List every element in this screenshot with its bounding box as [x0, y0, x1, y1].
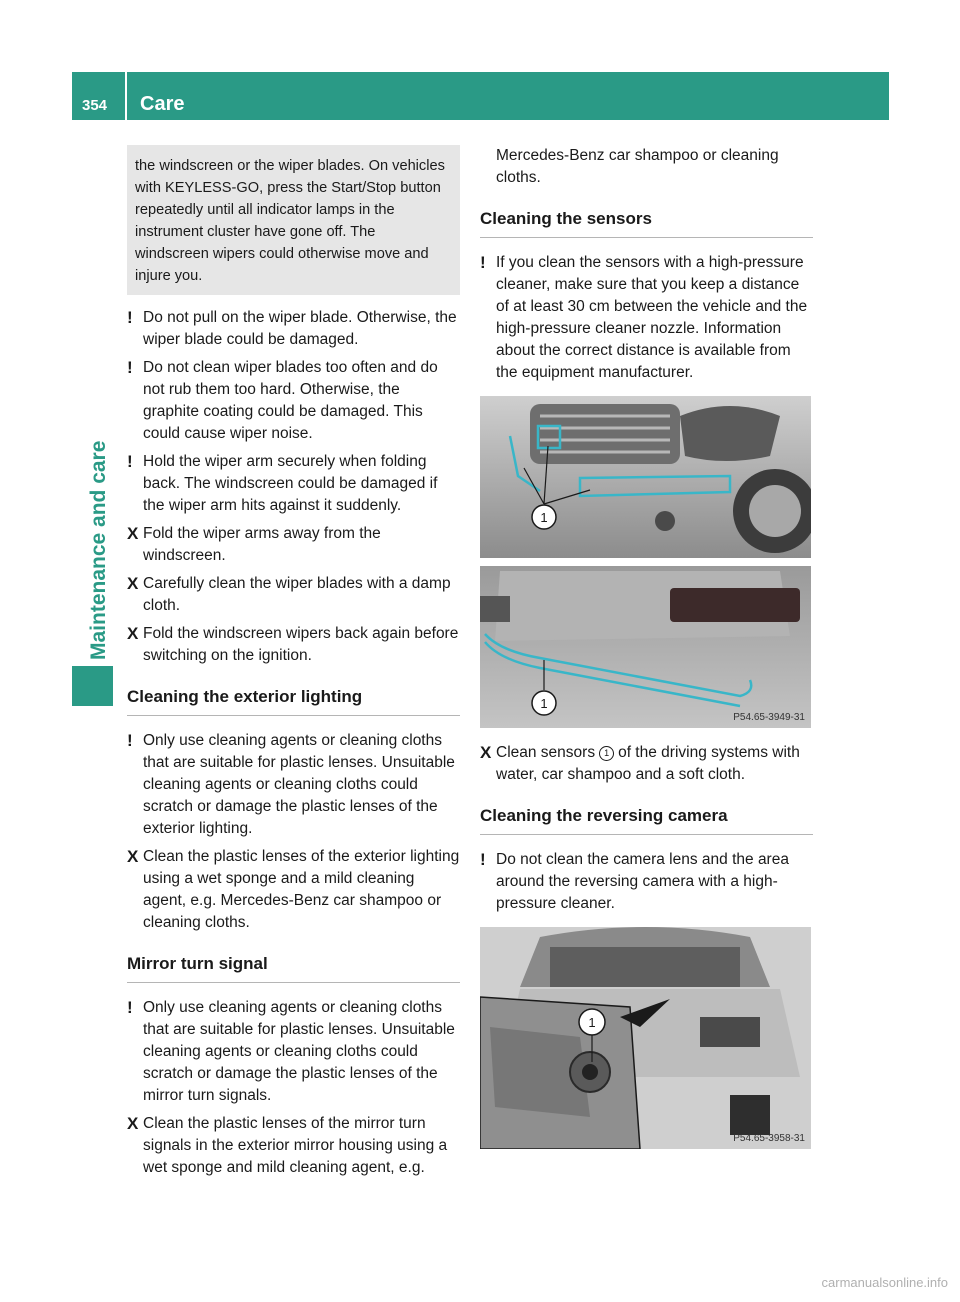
note-text: Do not pull on the wiper blade. Otherwise, the wiper blade could be damaged. — [143, 309, 457, 348]
note-item — [127, 451, 460, 517]
note-item — [127, 997, 460, 1107]
warning-icon: ! — [127, 452, 133, 471]
warning-icon: ! — [480, 253, 486, 272]
warning-box-text: the windscreen or the wiper blades. On vehicles with KEYLESS-GO, press the Start/Stop button repeatedly until all indicator lamps in the instrument cluster have gone off. The windscreen wipers could otherwise move and injure you. — [135, 158, 445, 284]
step-text-before: Clean sensors — [496, 744, 596, 761]
step-text: Clean the plastic lenses of the mirror turn signals in the exterior mirror housing using a wet sponge and mild cleaning agent, e.g. — [143, 1115, 448, 1176]
heading-cleaning-sensors: Cleaning the sensors — [480, 207, 813, 238]
step-item — [127, 573, 460, 617]
step-text: Carefully clean the wiper blades with a damp cloth. — [143, 575, 451, 614]
callout-1-text: 1 — [540, 696, 548, 711]
step-icon: X — [127, 624, 139, 643]
step-icon: X — [127, 1114, 139, 1133]
note-text: Only use cleaning agents or cleaning cloths that are suitable for plastic lenses. Unsuitable cleaning agents or cleaning cloths could scratch or damage the plastic lenses of the exterior lighting. — [143, 732, 455, 837]
header-divider — [125, 72, 127, 120]
step-icon: X — [127, 847, 139, 866]
step-icon: X — [127, 574, 139, 593]
step-text: Fold the wiper arms away from the windscreen. — [143, 525, 381, 564]
step-item — [127, 846, 460, 934]
footer-watermark: carmanualsonline.info — [821, 1275, 948, 1290]
step-item — [127, 523, 460, 567]
note-text: Only use cleaning agents or cleaning cloths that are suitable for plastic lenses. Unsuitable cleaning agents or cleaning cloths could scratch or damage the plastic lenses of the mirror turn signals. — [143, 999, 455, 1104]
figure-sensors — [480, 396, 811, 728]
note-text: Do not clean wiper blades too often and do not rub them too hard. Otherwise, the graphite coating could be damaged. This could cause wiper noise. — [143, 359, 438, 442]
note-item — [480, 252, 813, 384]
figure-code: P54.65-3958-31 — [733, 1133, 805, 1144]
step-item — [480, 742, 813, 786]
right-column — [480, 145, 813, 1163]
figure-code: P54.65-3949-31 — [733, 712, 805, 723]
note-text: Hold the wiper arm securely when folding back. The windscreen could be damaged if the wiper arm hits against it suddenly. — [143, 453, 438, 514]
heading-exterior-lighting: Cleaning the exterior lighting — [127, 685, 460, 716]
heading-mirror-turn-signal: Mirror turn signal — [127, 952, 460, 983]
car-sensors-illustration — [480, 396, 811, 728]
note-item — [127, 357, 460, 445]
heading-reversing-camera: Cleaning the reversing camera — [480, 804, 813, 835]
warning-icon: ! — [127, 731, 133, 750]
step-text: Clean the plastic lenses of the exterior lighting using a wet sponge and a mild cleaning agent, e.g. Mercedes-Benz car shampoo or cleaning cloths. — [143, 848, 460, 931]
step-text: Fold the windscreen wipers back again before switching on the ignition. — [143, 625, 459, 664]
step-icon: X — [480, 743, 492, 762]
note-text: If you clean the sensors with a high-pressure cleaner, make sure that you keep a distance of at least 30 cm between the vehicle and the high-pressure cleaner nozzle. Information about the correct distance is available from the equipment manufacturer. — [496, 254, 808, 381]
note-text: Do not clean the camera lens and the area around the reversing camera with a high-pressure cleaner. — [496, 851, 789, 912]
note-item — [127, 307, 460, 351]
page-number: 354 — [82, 97, 108, 114]
warning-icon: ! — [127, 308, 133, 327]
note-item — [127, 730, 460, 840]
callout-1-text: 1 — [588, 1015, 596, 1030]
warning-icon: ! — [480, 850, 486, 869]
step-text-after: of the driving systems with water, car shampoo and a soft cloth. — [496, 744, 800, 783]
side-tab-label: Maintenance and care — [87, 440, 110, 660]
left-column — [127, 145, 460, 1185]
step-item — [127, 1113, 460, 1179]
side-tab-block — [72, 666, 113, 706]
continued-text: Mercedes-Benz car shampoo or cleaning cloths. — [496, 147, 779, 186]
step-item — [127, 623, 460, 667]
note-item — [480, 849, 813, 915]
section-title: Care — [140, 93, 185, 115]
callout-1-icon: 1 — [599, 746, 614, 761]
step-icon: X — [127, 524, 139, 543]
header-bar — [72, 72, 889, 120]
warning-icon: ! — [127, 998, 133, 1017]
callout-1-text: 1 — [540, 510, 548, 525]
warning-box — [127, 145, 460, 295]
figure-reversing-camera — [480, 927, 811, 1149]
warning-icon: ! — [127, 358, 133, 377]
reversing-camera-illustration — [480, 927, 811, 1149]
